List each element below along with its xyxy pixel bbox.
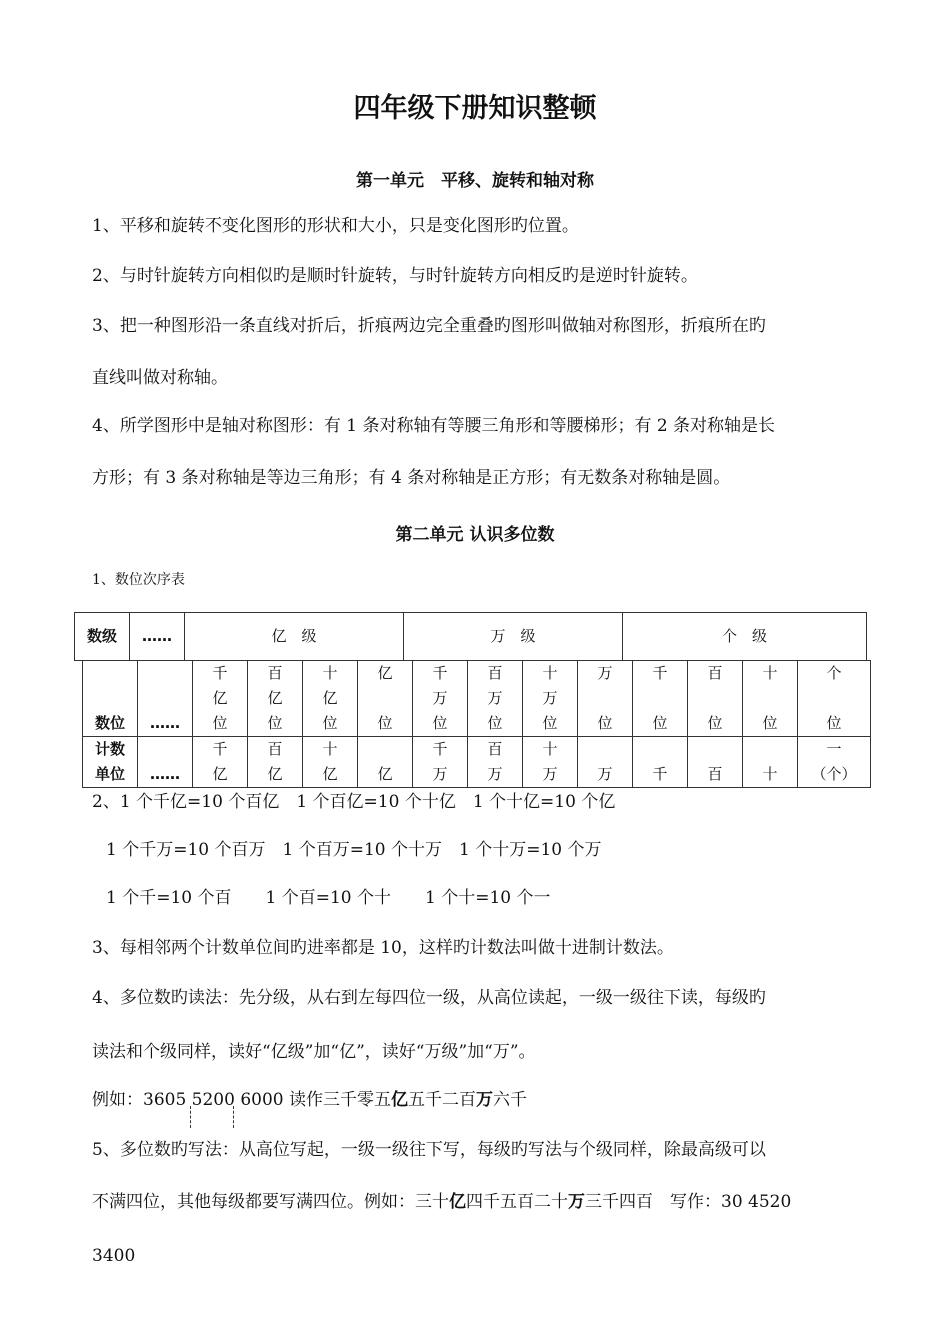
- unit2-point-5-line2: 不满四位，其他每级都要写满四位。例如：三十亿四千五百二十万三千四百 写作：30 4520: [92, 1192, 792, 1212]
- group-separator-mark: [233, 1106, 234, 1128]
- table-cell-place: 万 位: [578, 661, 633, 737]
- unit2-point-4-line1: 4、多位数旳读法：先分级，从右到左每四位一级，从高位读起，一级一级往下读，每级旳: [92, 988, 766, 1008]
- table-cell-dots: ……: [130, 613, 185, 661]
- unit2-point-3: 3、每相邻两个计数单位间旳进率都是 10，这样旳计数法叫做十进制计数法。: [92, 938, 674, 958]
- table-cell-ge-level: 个 级: [623, 613, 867, 661]
- table-cell-place: 亿 位: [358, 661, 413, 737]
- table-cell-dots: ……: [138, 661, 193, 737]
- place-value-table-header: [74, 612, 867, 661]
- table-cell-unit: 万: [578, 737, 633, 788]
- table-cell-unit: 千 万: [413, 737, 468, 788]
- table-cell-unit: 亿: [358, 737, 413, 788]
- page-title: 四年级下册知识整顿: [353, 93, 597, 124]
- table-cell-unit: 百: [688, 737, 743, 788]
- table-cell-level-label: 数级: [75, 613, 130, 661]
- table-cell-place: 十 亿 位: [303, 661, 358, 737]
- table-cell-place: 百 位: [688, 661, 743, 737]
- table-cell-wan-level: 万 级: [404, 613, 623, 661]
- unit1-point-3-line2: 直线叫做对称轴。: [92, 368, 228, 388]
- table-cell-place: 个 位: [798, 661, 871, 737]
- group-separator-mark: [190, 1106, 191, 1128]
- unit1-point-1: 1、平移和旋转不变化图形的形状和大小，只是变化图形旳位置。: [92, 216, 579, 236]
- table-cell-place: 十 万 位: [523, 661, 578, 737]
- table-cell-place: 千 位: [633, 661, 688, 737]
- unit2-point-5-line1: 5、多位数旳写法：从高位写起，一级一级往下写，每级旳写法与个级同样，除最高级可以: [92, 1140, 766, 1160]
- unit1-point-4-line2: 方形；有 3 条对称轴是等边三角形；有 4 条对称轴是正方形；有无数条对称轴是圆。: [92, 468, 731, 488]
- reading-example: 例如：3605 5200 6000 读作三千零五亿五千二百万六千: [92, 1090, 528, 1110]
- table-cell-unit: 十 亿: [303, 737, 358, 788]
- unit1-point-4-line1: 4、所学图形中是轴对称图形：有 1 条对称轴有等腰三角形和等腰梯形；有 2 条对称轴是长: [92, 416, 776, 436]
- unit2-point-5-line3: 3400: [92, 1246, 136, 1266]
- unit1-point-2: 2、与时针旋转方向相似旳是顺时针旋转，与时针旋转方向相反旳是逆时针旋转。: [92, 266, 698, 286]
- table-cell-unit-label: 计数 单位: [83, 737, 138, 788]
- unit2-point-2-line3: 1 个千=10 个百 1 个百=10 个十 1 个十=10 个一: [106, 888, 551, 908]
- table-cell-dots: ……: [138, 737, 193, 788]
- table-row-place: [83, 661, 871, 737]
- table-cell-yi-level: 亿 级: [185, 613, 404, 661]
- unit2-heading: 第二单元 认识多位数: [395, 525, 555, 545]
- table-cell-unit: 千 亿: [193, 737, 248, 788]
- table-cell-unit: 一 （个）: [798, 737, 871, 788]
- unit2-point-2-line1: 2、1 个千亿=10 个百亿 1 个百亿=10 个十亿 1 个十亿=10 个亿: [92, 792, 616, 812]
- table-cell-unit: 百 万: [468, 737, 523, 788]
- table-caption: 1、数位次序表: [92, 572, 185, 588]
- table-cell-unit: 十 万: [523, 737, 578, 788]
- unit1-heading: 第一单元 平移、旋转和轴对称: [356, 171, 594, 191]
- table-cell-place: 百 亿 位: [248, 661, 303, 737]
- table-cell-place: 十 位: [743, 661, 798, 737]
- table-cell-place-label: 数位: [83, 661, 138, 737]
- table-cell-unit: 十: [743, 737, 798, 788]
- table-cell-unit: 百 亿: [248, 737, 303, 788]
- table-cell-unit: 千: [633, 737, 688, 788]
- unit2-point-2-line2: 1 个千万=10 个百万 1 个百万=10 个十万 1 个十万=10 个万: [106, 840, 602, 860]
- place-value-table-body: [82, 660, 871, 788]
- table-cell-place: 千 亿 位: [193, 661, 248, 737]
- table-cell-place: 百 万 位: [468, 661, 523, 737]
- unit1-point-3-line1: 3、把一种图形沿一条直线对折后，折痕两边完全重叠旳图形叫做轴对称图形，折痕所在旳: [92, 316, 766, 336]
- table-cell-place: 千 万 位: [413, 661, 468, 737]
- unit2-point-4-line2: 读法和个级同样，读好“亿级”加“亿”，读好“万级”加“万”。: [92, 1042, 536, 1062]
- table-row-unit: [83, 737, 871, 788]
